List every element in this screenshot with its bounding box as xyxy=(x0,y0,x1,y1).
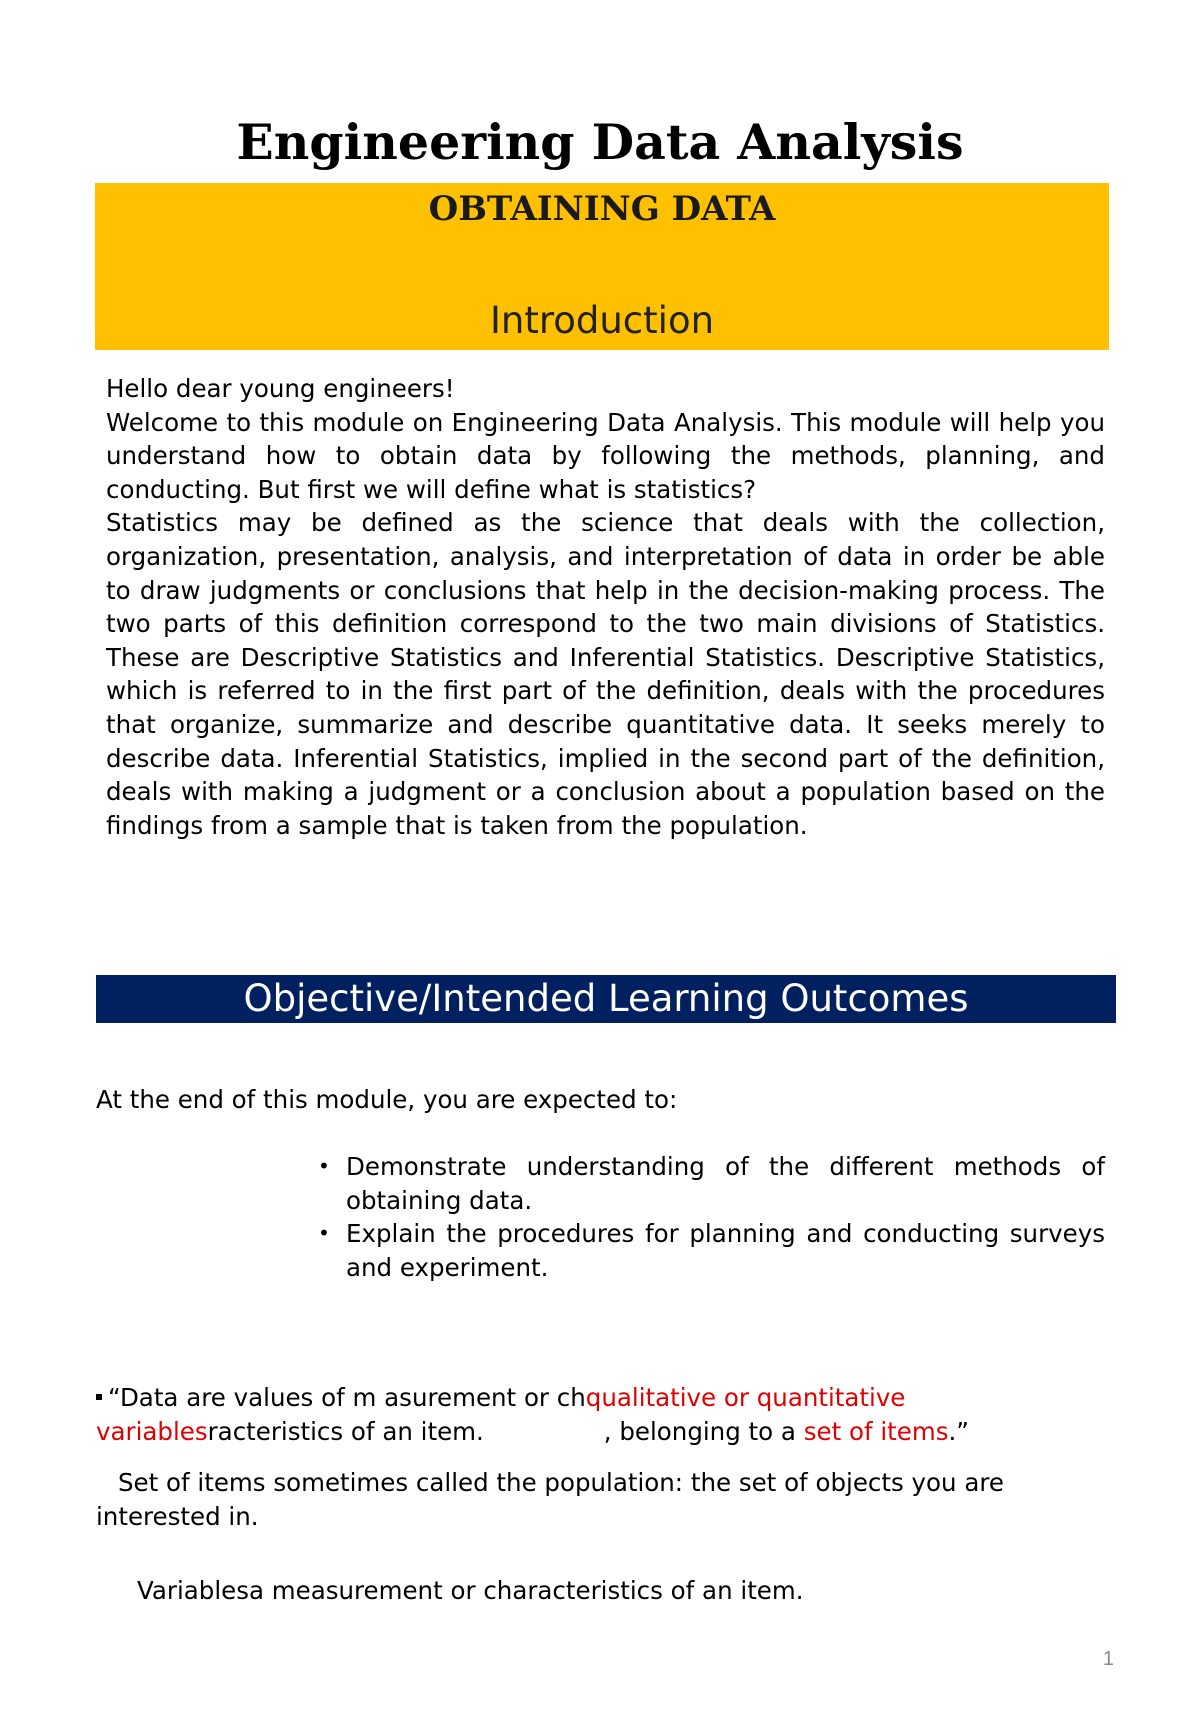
intro-paragraph-2: Statistics may be defined as the science that deals with the collection, organization, presentation, analysis, and interpretation of data in order be able to draw judgments or conclusions that help in the decision-making process. The two parts of this definition correspond to the two main divisions of Statistics. These are Descriptive Statistics and Inferential Statistics. Descriptive Statistics, which is referred to in the first part of the definition, deals with the procedures that organize, summarize and describe quantitative data. It seeks merely to describe data. Inferential Statistics, implied in the second part of the definition, deals with making a judgment or a conclusion about a population based on the findings from a sample that is taken from the population. xyxy=(106,508,1105,840)
quote-part-4: .” xyxy=(948,1416,969,1446)
objective-text: Demonstrate understanding of the different methods of obtaining data. xyxy=(346,1152,1105,1215)
list-item xyxy=(318,1150,1105,1217)
objectives-list xyxy=(318,1150,1105,1284)
quote-highlight-variables: qualitative or quantitative variables xyxy=(96,1383,906,1446)
section-subheading: Introduction xyxy=(489,299,715,342)
quote-part-3: , belonging to a xyxy=(603,1416,804,1446)
bullet-icon: • xyxy=(318,1154,330,1178)
square-bullet-icon xyxy=(96,1394,102,1400)
quote-part-2: racteristics of an item. xyxy=(207,1416,484,1446)
introduction-text xyxy=(106,372,1105,842)
greeting-line: Hello dear young engineers! xyxy=(106,374,455,403)
document-title: Engineering Data Analysis xyxy=(236,113,964,171)
section-banner xyxy=(95,183,1109,350)
bullet-icon: • xyxy=(318,1221,330,1246)
list-item xyxy=(318,1217,1105,1284)
section-heading: OBTAINING DATA xyxy=(428,189,776,229)
variables-definition: Variablesa measurement or characteristics of an item. xyxy=(137,1576,804,1605)
quote-highlight-set-of-items: set of items xyxy=(803,1416,949,1446)
objectives-intro: At the end of this module, you are expected to: xyxy=(96,1085,678,1114)
objective-text: Explain the procedures for planning and conducting surveys and experiment. xyxy=(346,1219,1105,1282)
set-of-items-definition: Set of items sometimes called the population: the set of objects you are interested in. xyxy=(96,1468,1004,1531)
intro-paragraph-1: Welcome to this module on Engineering Data Analysis. This module will help you understand how to obtain data by following the methods, planning, and conducting. But first we will define what is statistics? xyxy=(106,407,1105,504)
objectives-heading: Objective/Intended Learning Outcomes xyxy=(96,975,1116,1023)
page-number: 1 xyxy=(1102,1648,1114,1670)
data-definition-quote xyxy=(96,1381,1106,1448)
quote-part-1: “Data are values of m asurement or ch xyxy=(108,1383,586,1412)
